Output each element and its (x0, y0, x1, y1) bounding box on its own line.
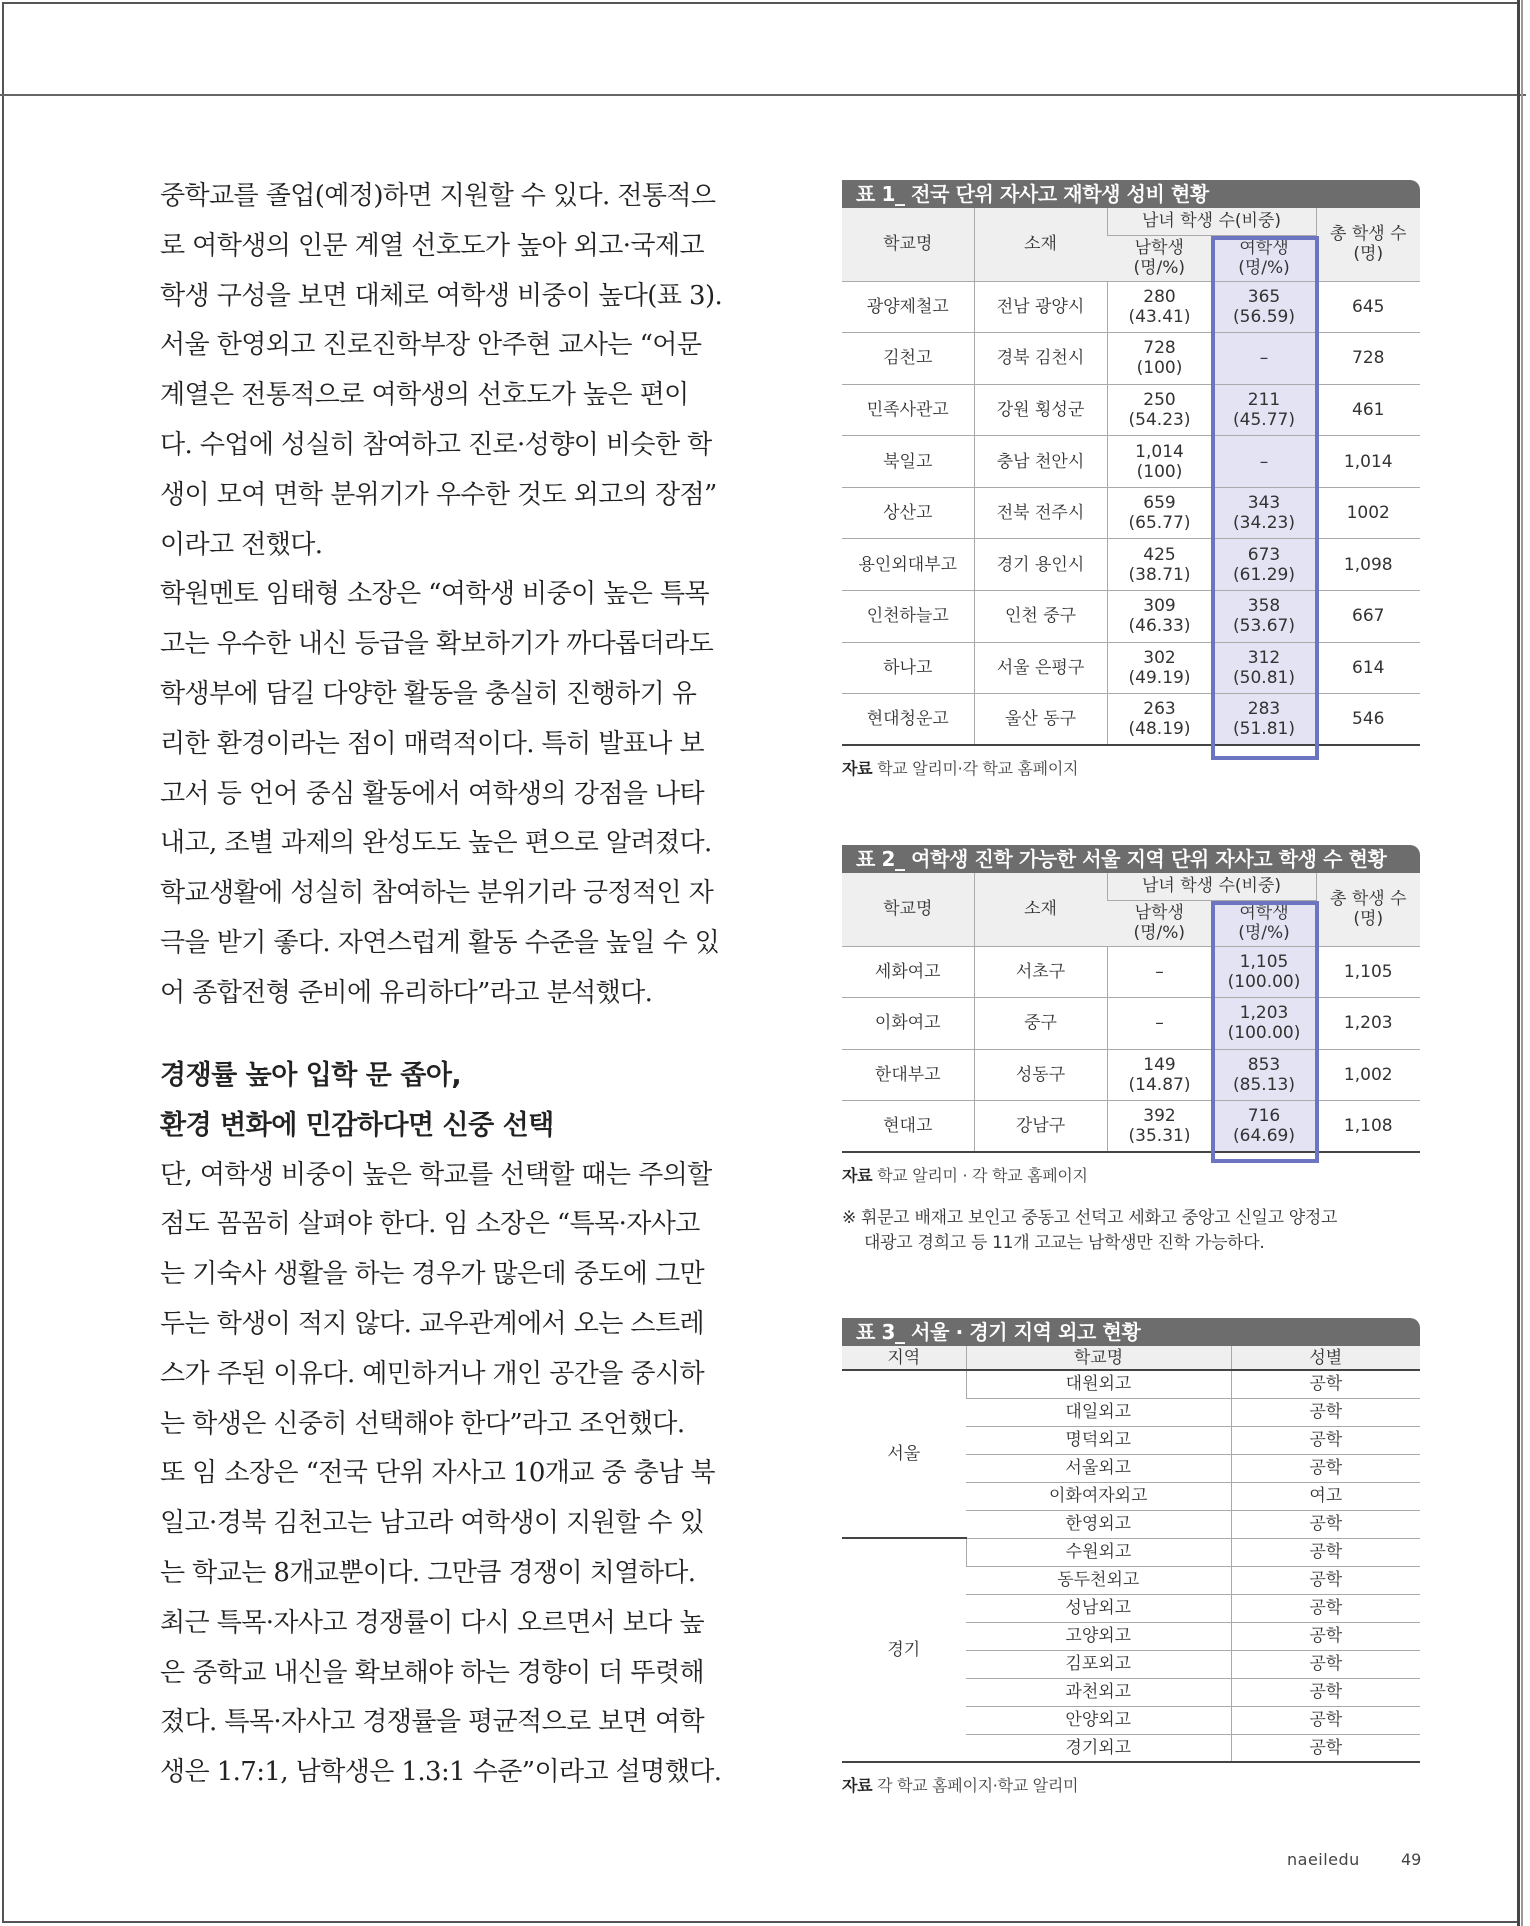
body-line-b: 는 학생은 신중히 선택해야 한다”라고 조언했다. (160, 1408, 685, 1439)
male-count: 309 (1143, 596, 1176, 617)
school-name-cell: 민족사관고 (842, 384, 974, 436)
female-count-cell (1212, 436, 1316, 488)
school-name-cell: 하나고 (842, 642, 974, 694)
table1-header-female-label: 여학생 (1239, 238, 1289, 258)
male-count: 280 (1143, 286, 1176, 307)
male-count-cell (1107, 642, 1212, 694)
table2-block (842, 845, 1420, 1256)
school-name-cell: 성남외고 (966, 1594, 1231, 1622)
school-name-cell: 명덕외고 (966, 1426, 1231, 1454)
body-line-b: 또 임 소장은 “전국 단위 자사고 10개교 중 충남 북 (160, 1458, 715, 1489)
female-percent: (45.77) (1233, 409, 1295, 430)
body-line-a: 서울 한영외고 진로진학부장 안주현 교사는 “어문 (160, 330, 702, 361)
table3-source-text: 각 학교 홈페이지·학교 알리미 (877, 1776, 1079, 1795)
male-count-cell (1107, 384, 1212, 436)
male-percent: (100) (1136, 461, 1183, 482)
school-name-cell: 인천하늘고 (842, 591, 974, 643)
male-count: 263 (1143, 699, 1176, 720)
male-percent: (65.77) (1128, 513, 1191, 534)
male-percent: (100) (1136, 358, 1183, 379)
female-count-cell (1212, 1101, 1316, 1153)
table1-row (842, 333, 1420, 385)
female-count-cell (1212, 333, 1316, 385)
table1-header-male-label: 남학생 (1134, 238, 1184, 258)
female-percent: (61.29) (1233, 564, 1295, 585)
school-name-cell: 수원외고 (966, 1538, 1231, 1566)
page-number: 49 (1401, 1850, 1422, 1869)
total-cell: 1,098 (1316, 539, 1420, 591)
gender-cell: 공학 (1231, 1454, 1420, 1482)
school-name-cell: 김천고 (842, 333, 974, 385)
gender-cell: 공학 (1231, 1706, 1420, 1734)
location-cell: 충남 천안시 (974, 436, 1107, 488)
body-line-b: 졌다. 특목·자사고 경쟁률을 평균적으로 보면 여학 (160, 1707, 704, 1738)
female-count: – (1259, 451, 1269, 472)
school-name-cell: 경기외고 (966, 1734, 1231, 1762)
female-count: 343 (1247, 493, 1281, 514)
female-percent: (51.81) (1233, 719, 1295, 740)
total-cell: 667 (1316, 591, 1420, 643)
male-count-cell (1107, 694, 1212, 746)
gender-cell: 공학 (1231, 1566, 1420, 1594)
female-count: 716 (1247, 1106, 1281, 1127)
location-cell: 서울 은평구 (974, 642, 1107, 694)
female-count-cell (1212, 384, 1316, 436)
section-heading-line: 환경 변화에 민감하다면 신중 선택 (160, 1109, 554, 1141)
table1-row (842, 436, 1420, 488)
school-name-cell: 동두천외고 (966, 1566, 1231, 1594)
male-count: 1,014 (1135, 441, 1184, 462)
school-name-cell: 대원외고 (966, 1370, 1231, 1398)
female-count: 1,105 (1239, 951, 1289, 972)
table2-row (842, 946, 1420, 998)
table1-source-text: 학교 알리미·각 학교 홈페이지 (877, 759, 1079, 779)
table1-header-female-unit: (명/%) (1238, 258, 1290, 278)
footer-brand: naeiledu (1287, 1850, 1360, 1869)
location-cell: 강원 횡성군 (974, 384, 1107, 436)
male-count-cell (1107, 1049, 1212, 1101)
table1-row (842, 539, 1420, 591)
female-count-cell (1212, 539, 1316, 591)
table2-header-location: 소재 (974, 873, 1107, 946)
table3-row (842, 1538, 1420, 1566)
gender-cell: 공학 (1231, 1678, 1420, 1706)
table1-header-total-1: 총 학생 수 (1330, 224, 1407, 245)
school-name-cell: 현대청운고 (842, 694, 974, 746)
location-cell: 경북 김천시 (974, 333, 1107, 385)
male-count-cell (1107, 281, 1212, 333)
school-name-cell: 한대부고 (842, 1049, 974, 1101)
female-count: 365 (1247, 286, 1281, 307)
table1-row (842, 384, 1420, 436)
gender-cell: 공학 (1231, 1734, 1420, 1762)
location-cell: 경기 용인시 (974, 539, 1107, 591)
body-line-b: 최근 특목·자사고 경쟁률이 다시 오르면서 보다 높 (160, 1607, 704, 1638)
school-name-cell: 이화여자외고 (966, 1482, 1231, 1510)
school-name-cell: 북일고 (842, 436, 974, 488)
table3-row (842, 1370, 1420, 1398)
female-count-cell (1212, 281, 1316, 333)
table2-header-female-label: 여학생 (1239, 903, 1289, 923)
female-count-cell (1212, 694, 1316, 746)
female-percent: (50.81) (1233, 667, 1295, 688)
table3-block (842, 1318, 1420, 1796)
male-percent: (48.19) (1128, 719, 1191, 740)
school-name-cell: 대일외고 (966, 1398, 1231, 1426)
female-count: 283 (1247, 699, 1281, 720)
gender-cell: 공학 (1231, 1594, 1420, 1622)
total-cell: 1,002 (1316, 1049, 1420, 1101)
table1-block (842, 180, 1420, 779)
male-percent: (14.87) (1128, 1074, 1191, 1095)
table2-header-female-unit: (명/%) (1238, 923, 1290, 943)
body-line-b: 는 기숙사 생활을 하는 경우가 많은데 중도에 그만 (160, 1259, 704, 1290)
article-body (160, 172, 760, 1798)
gender-cell: 여고 (1231, 1482, 1420, 1510)
body-text-part2 (160, 1151, 760, 1798)
male-count-cell (1107, 487, 1212, 539)
location-cell: 중구 (974, 998, 1107, 1050)
body-line-a: 계열은 전통적으로 여학생의 선호도가 높은 편이 (160, 380, 689, 411)
location-cell: 성동구 (974, 1049, 1107, 1101)
male-count: 728 (1143, 338, 1176, 359)
total-cell: 614 (1316, 642, 1420, 694)
male-count: – (1155, 961, 1164, 982)
table3-header-region: 지역 (842, 1346, 966, 1370)
table2-row (842, 1049, 1420, 1101)
table1-title: 표 1_ 전국 단위 자사고 재학생 성비 현황 (842, 180, 1420, 208)
total-cell: 1002 (1316, 487, 1420, 539)
male-percent: (46.33) (1128, 616, 1191, 637)
male-count: 425 (1143, 544, 1176, 565)
school-name-cell: 용인외대부고 (842, 539, 974, 591)
gender-cell: 공학 (1231, 1650, 1420, 1678)
male-count-cell (1107, 998, 1212, 1050)
region-cell: 서울 (842, 1370, 966, 1538)
school-name-cell: 현대고 (842, 1101, 974, 1153)
gender-cell: 공학 (1231, 1370, 1420, 1398)
table2-note-line2: 대광고 경희고 등 11개 고교는 남학생만 진학 가능하다. (864, 1233, 1265, 1254)
female-percent: (56.59) (1233, 306, 1295, 327)
female-count-cell (1212, 487, 1316, 539)
location-cell: 전남 광양시 (974, 281, 1107, 333)
gender-cell: 공학 (1231, 1538, 1420, 1566)
table1-header-location: 소재 (974, 208, 1107, 281)
female-count: – (1259, 348, 1269, 369)
table1-row (842, 487, 1420, 539)
female-percent: (100.00) (1227, 971, 1301, 992)
school-name-cell: 한영외고 (966, 1510, 1231, 1538)
body-line-a: 생이 모여 면학 분위기가 우수한 것도 외고의 장점” (160, 479, 717, 510)
male-count: 302 (1143, 647, 1176, 668)
location-cell: 서초구 (974, 946, 1107, 998)
location-cell: 강남구 (974, 1101, 1107, 1153)
female-percent: (85.13) (1233, 1074, 1295, 1095)
table2-note-line1: ※ 휘문고 배재고 보인고 중동고 선덕고 세화고 중앙고 신일고 양정고 (842, 1208, 1338, 1229)
table2-row (842, 1101, 1420, 1153)
total-cell: 645 (1316, 281, 1420, 333)
table2-source-label: 자료 (842, 1166, 873, 1186)
male-count: 149 (1143, 1054, 1176, 1075)
table2-note (842, 1206, 1420, 1256)
male-count: – (1155, 1013, 1164, 1034)
male-percent: (35.31) (1128, 1126, 1191, 1147)
male-count-cell (1107, 591, 1212, 643)
female-count: 1,203 (1239, 1003, 1289, 1024)
table2-header-female (1212, 900, 1316, 946)
body-line-a: 극을 받기 좋다. 자연스럽게 활동 수준을 높일 수 있 (160, 927, 720, 958)
body-line-a: 학교생활에 성실히 참여하는 분위기라 긍정적인 자 (160, 878, 714, 909)
table2-header-total (1316, 873, 1420, 946)
table1-source (842, 756, 1420, 779)
female-count: 853 (1247, 1054, 1281, 1075)
location-cell: 인천 중구 (974, 591, 1107, 643)
school-name-cell: 안양외고 (966, 1706, 1231, 1734)
body-line-a: 중학교를 졸업(예정)하면 지원할 수 있다. 전통적으 (160, 181, 716, 211)
table2-source (842, 1163, 1420, 1186)
school-name-cell: 고양외고 (966, 1622, 1231, 1650)
body-line-a: 학원멘토 임태형 소장은 “여학생 비중이 높은 특목 (160, 579, 710, 610)
table2-header-male-unit: (명/%) (1133, 923, 1186, 943)
table2 (842, 873, 1420, 1153)
school-name-cell: 광양제철고 (842, 281, 974, 333)
female-count-cell (1212, 946, 1316, 998)
table1-row (842, 591, 1420, 643)
female-count: 673 (1247, 544, 1281, 565)
female-percent: (64.69) (1233, 1126, 1295, 1147)
gender-cell: 공학 (1231, 1426, 1420, 1454)
table1-header-total (1316, 208, 1420, 281)
table1-header-group: 남녀 학생 수(비중) (1107, 208, 1316, 235)
gender-cell: 공학 (1231, 1622, 1420, 1650)
table3 (842, 1346, 1420, 1763)
table1-header-total-2: (명) (1353, 244, 1384, 265)
table2-row (842, 998, 1420, 1050)
total-cell: 1,105 (1316, 946, 1420, 998)
body-line-a: 고서 등 언어 중심 활동에서 여학생의 강점을 나타 (160, 778, 704, 809)
body-line-b: 점도 꼼꼼히 살펴야 한다. 임 소장은 “특목·자사고 (160, 1209, 700, 1240)
region-cell: 경기 (842, 1538, 966, 1762)
male-count: 659 (1143, 493, 1176, 514)
male-count-cell (1107, 333, 1212, 385)
table3-header-gender: 성별 (1231, 1346, 1420, 1370)
total-cell: 1,108 (1316, 1101, 1420, 1153)
table2-header-group: 남녀 학생 수(비중) (1107, 873, 1316, 900)
school-name-cell: 이화여고 (842, 998, 974, 1050)
page-edge (1517, 0, 1520, 1926)
body-line-a: 고는 우수한 내신 등급을 확보하기가 까다롭더라도 (160, 629, 714, 660)
total-cell: 1,203 (1316, 998, 1420, 1050)
school-name-cell: 상산고 (842, 487, 974, 539)
body-line-b: 는 학교는 8개교뿐이다. 그만큼 경쟁이 치열하다. (160, 1557, 696, 1588)
body-line-b: 생은 1.7:1, 남학생은 1.3:1 수준”이라고 설명했다. (160, 1757, 722, 1788)
table3-header-school: 학교명 (966, 1346, 1231, 1370)
body-line-b: 두는 학생이 적지 않다. 교우관계에서 오는 스트레 (160, 1308, 704, 1339)
school-name-cell: 과천외고 (966, 1678, 1231, 1706)
female-count: 211 (1247, 389, 1281, 410)
female-percent: (100.00) (1227, 1023, 1301, 1044)
body-line-b: 단, 여학생 비중이 높은 학교를 선택할 때는 주의할 (160, 1159, 712, 1190)
body-line-a: 학생부에 담길 다양한 활동을 충실히 진행하기 유 (160, 678, 697, 709)
male-count-cell (1107, 436, 1212, 488)
page-edge-inner (1521, 0, 1523, 1926)
school-name-cell: 김포외고 (966, 1650, 1231, 1678)
table1-header-female (1212, 235, 1316, 281)
table1-row (842, 642, 1420, 694)
body-line-a: 이라고 전했다. (160, 529, 323, 560)
body-line-b: 일고·경북 김천고는 남고라 여학생이 지원할 수 있 (160, 1508, 704, 1539)
table3-source (842, 1773, 1420, 1796)
table2-header-school: 학교명 (842, 873, 974, 946)
male-percent: (54.23) (1128, 409, 1191, 430)
body-line-a: 리한 환경이라는 점이 매력적이다. 특히 발표나 보 (160, 728, 704, 759)
table1-row (842, 694, 1420, 746)
table1-header-male (1107, 235, 1212, 281)
table1-header-male-unit: (명/%) (1133, 258, 1186, 278)
table2-header-total-2: (명) (1353, 909, 1384, 930)
school-name-cell: 서울외고 (966, 1454, 1231, 1482)
table1 (842, 208, 1420, 746)
table2-header-male-label: 남학생 (1134, 903, 1184, 923)
total-cell: 546 (1316, 694, 1420, 746)
top-rule (0, 94, 1526, 96)
body-line-a: 어 종합전형 준비에 유리하다”라고 분석했다. (160, 977, 653, 1008)
table1-source-label: 자료 (842, 759, 873, 779)
male-count-cell (1107, 946, 1212, 998)
female-percent: (53.67) (1233, 616, 1295, 637)
male-count-cell (1107, 539, 1212, 591)
section-heading-line: 경쟁률 높아 입학 문 좁아, (160, 1059, 462, 1091)
male-count-cell (1107, 1101, 1212, 1153)
body-line-b: 은 중학교 내신을 확보해야 하는 경향이 더 뚜렷해 (160, 1657, 704, 1688)
gender-cell: 공학 (1231, 1398, 1420, 1426)
table3-source-label: 자료 (842, 1776, 873, 1795)
body-line-a: 다. 수업에 성실히 참여하고 진로·성향이 비슷한 학 (160, 429, 712, 460)
female-percent: (34.23) (1233, 513, 1295, 534)
table2-header-total-1: 총 학생 수 (1330, 889, 1407, 910)
total-cell: 461 (1316, 384, 1420, 436)
male-count: 250 (1143, 389, 1176, 410)
body-text-part1 (160, 172, 760, 1019)
male-percent: (38.71) (1128, 564, 1191, 585)
body-line-a: 학생 구성을 보면 대체로 여학생 비중이 높다(표 3). (160, 280, 723, 311)
table2-header-male (1107, 900, 1212, 946)
female-count-cell (1212, 998, 1316, 1050)
section-heading (160, 1051, 760, 1151)
body-line-a: 내고, 조별 과제의 완성도도 높은 편으로 알려졌다. (160, 828, 712, 859)
female-count: 312 (1247, 647, 1281, 668)
female-count-cell (1212, 1049, 1316, 1101)
body-line-b: 스가 주된 이유다. 예민하거나 개인 공간을 중시하 (160, 1358, 704, 1389)
table2-title: 표 2_ 여학생 진학 가능한 서울 지역 단위 자사고 학생 수 현황 (842, 845, 1420, 873)
table3-title: 표 3_ 서울 · 경기 지역 외고 현황 (842, 1318, 1420, 1346)
total-cell: 1,014 (1316, 436, 1420, 488)
female-count-cell (1212, 642, 1316, 694)
female-count-cell (1212, 591, 1316, 643)
location-cell: 울산 동구 (974, 694, 1107, 746)
body-line-a: 로 여학생의 인문 계열 선호도가 높아 외고·국제고 (160, 230, 704, 261)
male-percent: (43.41) (1128, 306, 1191, 327)
location-cell: 전북 전주시 (974, 487, 1107, 539)
male-percent: (49.19) (1128, 667, 1191, 688)
female-count: 358 (1247, 596, 1281, 617)
school-name-cell: 세화여고 (842, 946, 974, 998)
table1-header-school: 학교명 (842, 208, 974, 281)
total-cell: 728 (1316, 333, 1420, 385)
male-count: 392 (1143, 1106, 1176, 1127)
table1-row (842, 281, 1420, 333)
table2-source-text: 학교 알리미 · 각 학교 홈페이지 (877, 1166, 1088, 1186)
gender-cell: 공학 (1231, 1510, 1420, 1538)
